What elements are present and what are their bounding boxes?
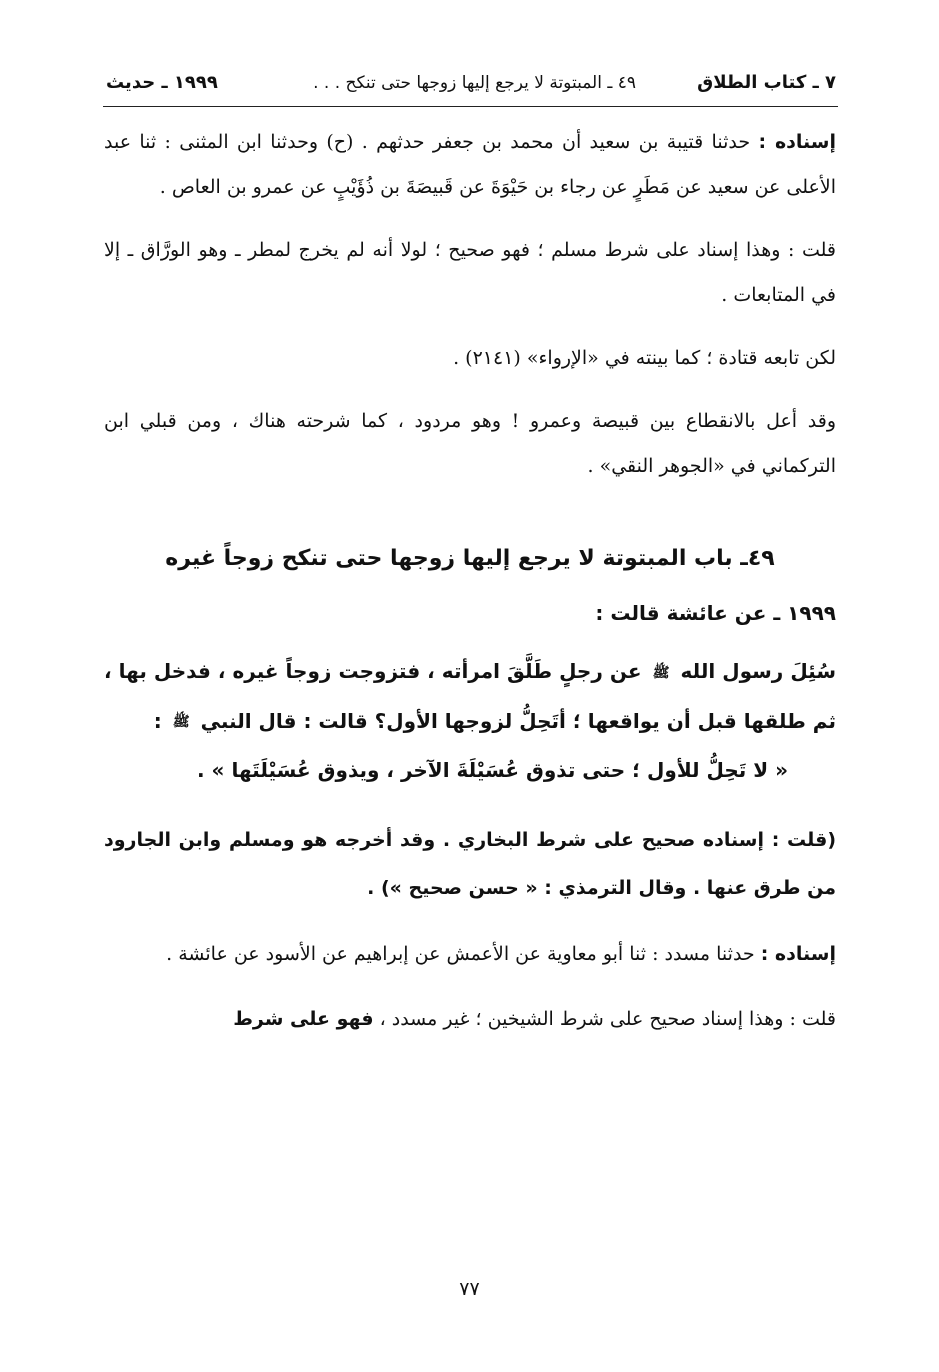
salawat-symbol: ﷺ <box>172 714 190 730</box>
isnad-paragraph-1 <box>104 120 836 210</box>
isnad-paragraph-2 <box>104 932 836 977</box>
page-number: ٧٧ <box>459 1278 480 1300</box>
comment-paragraph-3: وقد أعل بالانقطاع بين قبيصة وعمرو ! وهو مردود ، كما شرحته هناك ، ومن قبلي ابن التركماني في «الجوهر النقي» . <box>104 410 836 477</box>
running-head-hadith: ١٩٩٩ ـ حديث <box>106 72 218 93</box>
comment-paragraph-4 <box>104 997 836 1042</box>
hadith-text-part-1: سُئِلَ رسول الله <box>680 659 837 683</box>
comment-bold-text: فهو على شرط <box>233 1008 374 1030</box>
isnad-label: إسناده : <box>760 943 836 965</box>
grading-note: (قلت : إسناده صحيح على شرط البخاري . وقد أخرجه هو ومسلم وابن الجارود من طرق عنها . وقال الترمذي : « حسن صحيح ») . <box>104 829 836 899</box>
isnad-label: إسناده : <box>758 131 836 153</box>
chapter-heading: ٤٩ـ باب المبتوتة لا يرجع إليها زوجها حتى تنكح زوجاً غيره <box>165 546 775 571</box>
hadith-text-part-2: عن رجلٍ طَلَّقَ امرأته ، فتزوجت زوجاً غيره ، فدخل بها ، ثم طلقها قبل أن يواقعها ؛ أتَحِلُّ لزوجها الأول؟ قالت : قال النبي <box>104 659 836 733</box>
isnad-text: حدثنا مسدد : ثنا أبو معاوية عن الأعمش عن إبراهيم عن الأسود عن عائشة . <box>166 943 755 965</box>
comment-paragraph-1: قلت : وهذا إسناد على شرط مسلم ؛ فهو صحيح ؛ لولا أنه لم يخرج لمطر ـ وهو الورَّاق ـ إلا في المتابعات . <box>104 239 836 306</box>
hadith-number: ١٩٩٩ ـ عن عائشة قالت : <box>595 601 836 625</box>
header-rule <box>103 106 838 107</box>
running-head-section: ٤٩ ـ المبتوتة لا يرجع إليها زوجها حتى تنكح . . . <box>313 73 636 93</box>
hadith-text-part-3: : <box>153 708 162 733</box>
running-head <box>106 66 836 100</box>
running-head-chapter: ٧ ـ كتاب الطلاق <box>697 72 836 93</box>
isnad-text: حدثنا قتيبة بن سعيد أن محمد بن جعفر حدثهم . (ح) وحدثنا ابن المثنى : ثنا عبد الأعلى عن سعيد عن مَطَرٍ عن رجاء بن حَيْوَةَ عن قَبيصَةَ بن ذُؤَيْبٍ عن عمرو بن العاص . <box>104 131 836 198</box>
comment-text: قلت : وهذا إسناد صحيح على شرط الشيخين ؛ غير مسدد ، <box>379 1008 836 1030</box>
page-content <box>104 120 836 1042</box>
salawat-symbol: ﷺ <box>652 664 670 681</box>
comment-paragraph-2: لكن تابعه قتادة ؛ كما بينته في «الإرواء» (٢١٤١) . <box>453 347 836 369</box>
hadith-text <box>104 647 836 746</box>
prophetic-quote: « لا تَحِلُّ للأول ؛ حتى تذوق عُسَيْلَةَ الآخر ، ويذوق عُسَيْلَتَها » . <box>197 758 788 782</box>
